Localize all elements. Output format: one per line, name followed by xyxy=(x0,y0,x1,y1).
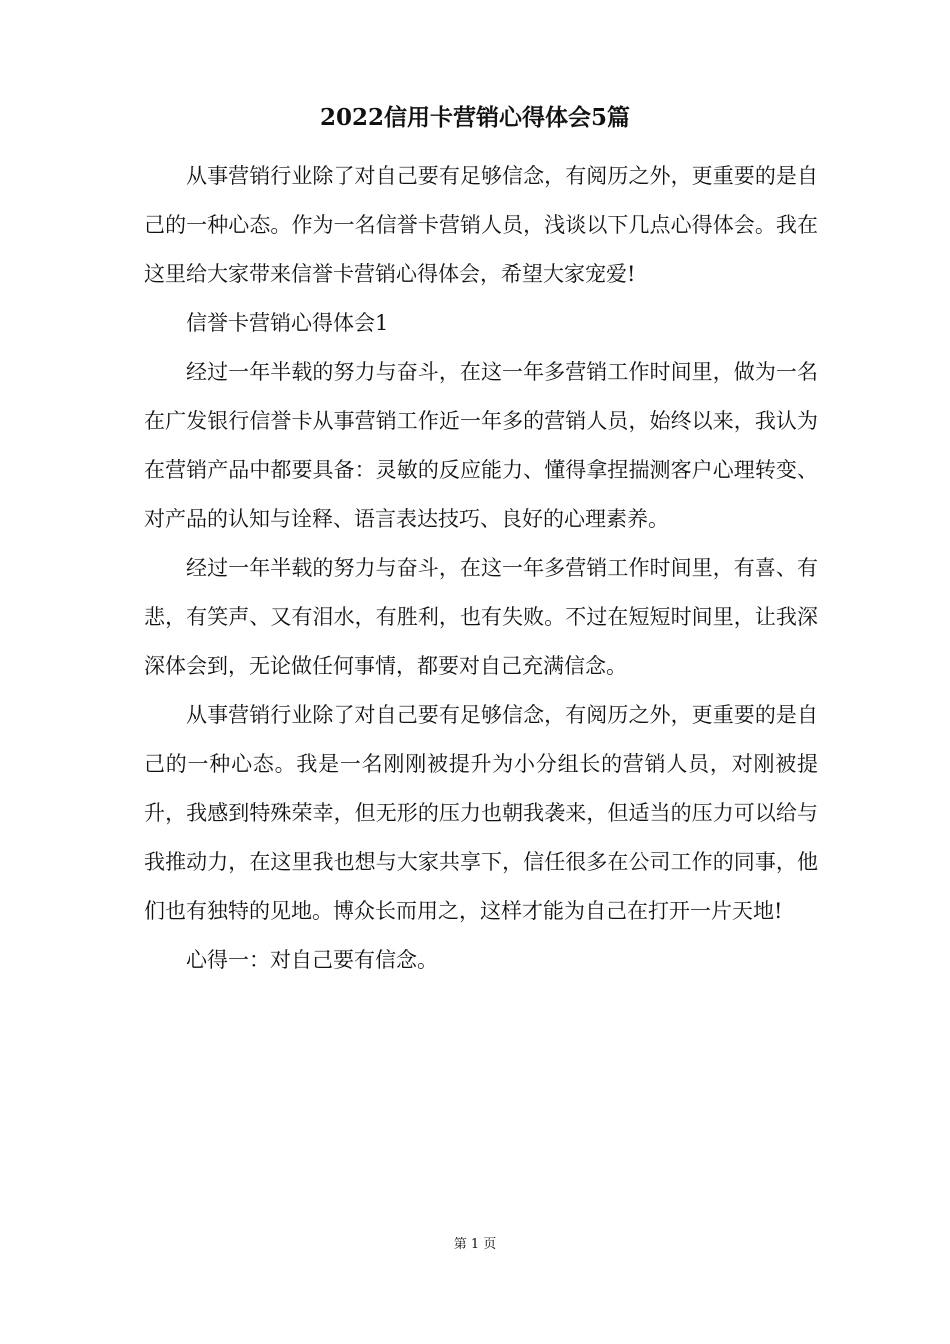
paragraph: 从事营销行业除了对自己要有足够信念，有阅历之外，更重要的是自己的一种心态。我是一名刚刚被提升为小分组长的营销人员，对刚被提升，我感到特殊荣幸，但无形的压力也朝我袭来，但适当的压力可以给与我推动力，在这里我也想与大家共享下，信任很多在公司工作的同事，他们也有独特的见地。博众长而用之，这样才能为自己在打开一片天地! xyxy=(144,703,818,923)
paragraph-intro: 从事营销行业除了对自己要有足够信念，有阅历之外，更重要的是自己的一种心态。作为一名信誉卡营销人员，浅谈以下几点心得体会。我在这里给大家带来信誉卡营销心得体会，希望大家宠爱! xyxy=(144,164,818,286)
subheading: 心得一：对自己要有信念。 xyxy=(186,948,438,972)
paragraph: 经过一年半载的努力与奋斗，在这一年多营销工作时间里，有喜、有悲，有笑声、又有泪水，有胜利，也有失败。不过在短短时间里，让我深深体会到，无论做任何事情，都要对自己充满信念。 xyxy=(144,556,818,678)
document-title: 2022信用卡营销心得体会5篇 xyxy=(319,104,631,131)
section-heading: 信誉卡营销心得体会1 xyxy=(186,311,389,335)
page-number: 第 1 页 xyxy=(453,1237,497,1252)
document-body xyxy=(144,152,818,985)
paragraph: 经过一年半载的努力与奋斗，在这一年多营销工作时间里，做为一名在广发银行信誉卡从事营销工作近一年多的营销人员，始终以来，我认为在营销产品中都要具备：灵敏的反应能力、懂得拿捏揣测客户心理转变、对产品的认知与诠释、语言表达技巧、良好的心理素养。 xyxy=(144,360,818,531)
